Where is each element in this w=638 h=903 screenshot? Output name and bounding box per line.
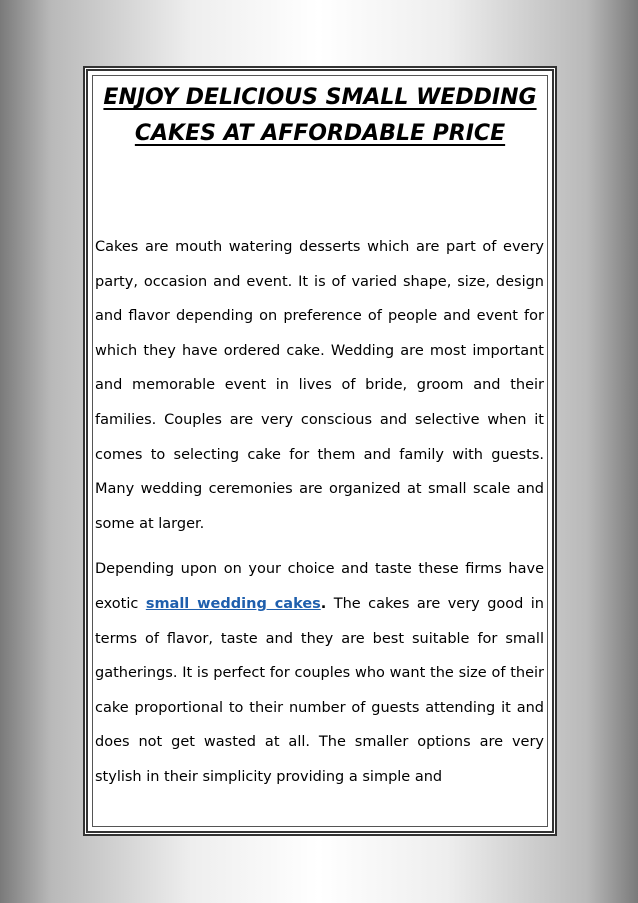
document-body — [95, 230, 544, 795]
paragraph-intro: Cakes are mouth watering desserts which are part of every party, occasion and event. It is of varied shape, size, design and flavor depending on preference of people and event for which they have ordered cake. Wedding are most important and memorable event in lives of bride, groom and their families. Couples are very conscious and selective when it comes to selecting cake for them and family with guests. Many wedding ceremonies are organized at small scale and some at larger. — [95, 239, 544, 532]
paragraph-small-cakes — [95, 552, 544, 794]
link-period: . — [320, 595, 327, 612]
paragraph-2-lead: Depending upon on your choice and taste these firms have exotic — [95, 561, 544, 612]
paragraph-2-rest: The cakes are very good in terms of flavor, taste and they are best suitable for small gatherings. It is perfect for couples who want the size of their cake proportional to their number of guests attending it and does not get wasted at all. The smaller options are very stylish in their simplicity providing a simple and — [95, 595, 545, 785]
document-title: ENJOY DELICIOUS SMALL WEDDING CAKES AT AFFORDABLE PRICE — [103, 85, 537, 146]
small-wedding-cakes-link[interactable]: small wedding cakes — [145, 595, 321, 612]
